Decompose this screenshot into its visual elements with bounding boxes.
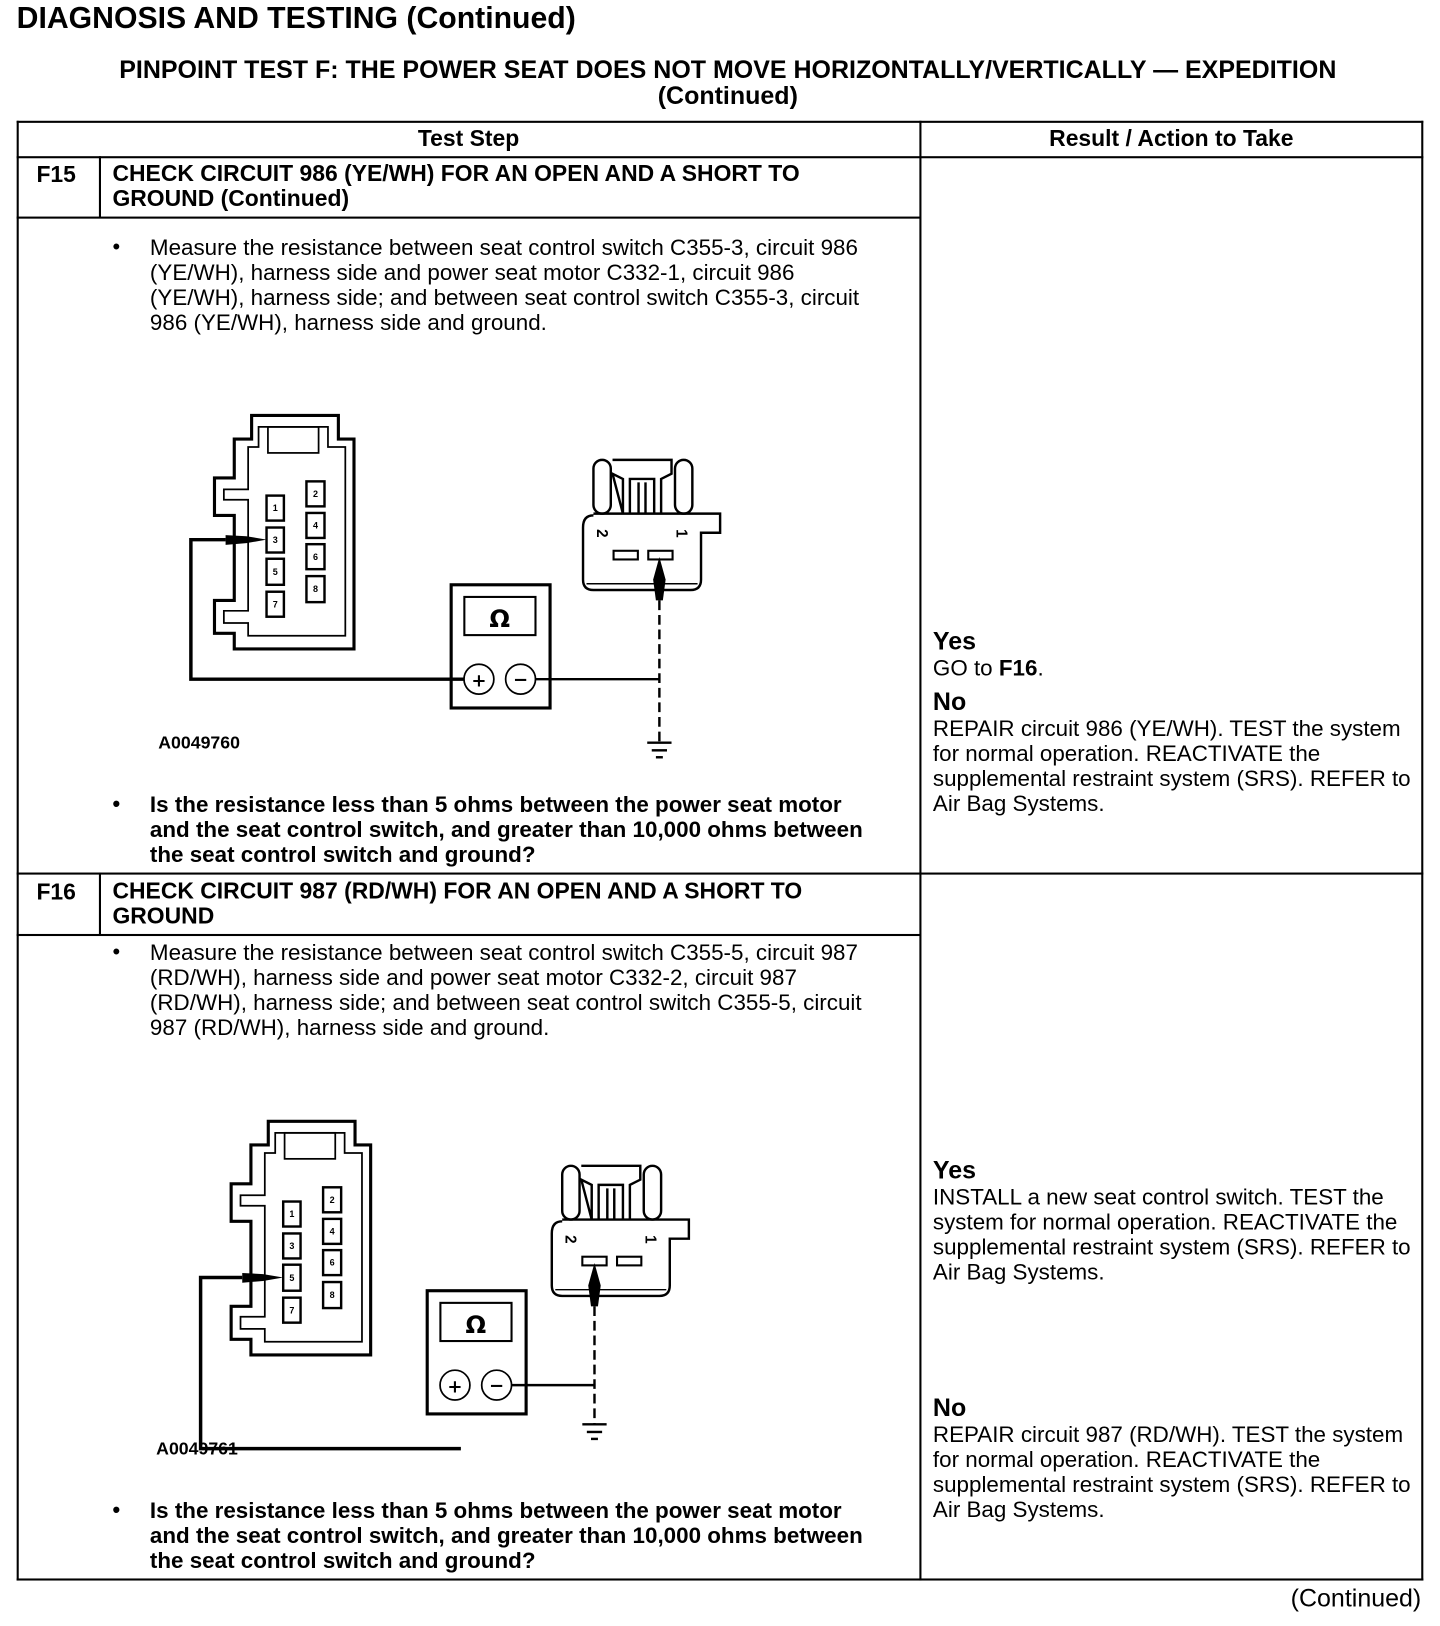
step-id-f15: F15 [36,161,76,188]
diagram-f16 [201,1121,689,1448]
probe-icon [226,535,267,545]
figure-id-f15: A0049760 [158,733,240,753]
ohmmeter [451,585,550,708]
no-label: No [932,1394,967,1423]
bullet: • [112,235,121,260]
no-action: REPAIR circuit 986 (YE/WH). TEST the system for normal operation. REACTIVATE the supplemental restraint system (SRS). REFER to Air Bag Systems. [932,716,1411,817]
bullet: • [112,940,121,965]
motor-pin-label: 2 [561,1235,579,1244]
pin-label: 7 [272,599,278,610]
goto-f16-link[interactable]: F16 [998,655,1038,681]
probe-icon [588,1263,600,1306]
step-instruction-f15: Measure the resistance between seat control switch C355-3, circuit 986 (YE/WH), harness side and power seat motor C332-1, circuit 986 (YE/WH), harness side; and between seat control switch C355-3, circuit 986 (YE/WH), harness side and ground. [149,235,860,336]
ohm-symbol: Ω [465,1310,487,1340]
pin-label: 8 [329,1290,335,1301]
step-id-f16: F16 [36,878,76,905]
yes-action-suffix: . [1037,655,1044,681]
yes-label: Yes [932,627,977,656]
pin-label: 3 [289,1241,295,1252]
minus-terminal: − [513,669,529,691]
pin-label: 5 [272,567,278,578]
yes-action: INSTALL a new seat control switch. TEST the system for normal operation. REACTIVATE the supplemental restraint system (SRS). REFER to Air Bag Systems. [932,1184,1411,1285]
pin-label: 3 [272,535,278,546]
test-lead-positive [201,1278,461,1449]
pin-label: 1 [272,503,278,514]
plus-terminal: + [471,670,487,692]
motor-pin-label: 2 [592,529,610,538]
step-title-f16: CHECK CIRCUIT 987 (RD/WH) FOR AN OPEN AND A SHORT TO GROUND [112,877,803,929]
page-title: DIAGNOSIS AND TESTING (Continued) [16,2,576,36]
no-action: REPAIR circuit 987 (RD/WH). TEST the system for normal operation. REACTIVATE the supplemental restraint system (SRS). REFER to Air Bag Systems. [932,1422,1411,1523]
probe-icon [242,1273,283,1283]
yes-action: GO to [932,655,999,681]
pin-label: 8 [312,584,318,595]
step-question-f16: Is the resistance less than 5 ohms between the power seat motor and the seat control switch, and greater than 10,000 ohms between the seat control switch and ground? [149,1498,863,1574]
pin-label: 5 [289,1273,295,1284]
diagram-f15 [191,415,720,757]
column-header-result: Result / Action to Take [1049,124,1294,151]
step-instruction-f16: Measure the resistance between seat control switch C355-5, circuit 987 (RD/WH), harness side and power seat motor C332-2, circuit 987 (RD/WH), harness side; and between seat control switch C355-5, circuit 987 (RD/WH), harness side and ground. [149,940,862,1041]
step-title-f15: CHECK CIRCUIT 986 (YE/WH) FOR AN OPEN AND A SHORT TO GROUND (Continued) [112,160,800,212]
ohm-symbol: Ω [489,604,511,634]
motor-pin-label: 1 [672,529,690,538]
no-label: No [932,688,967,717]
pin-label: 2 [312,488,318,499]
minus-terminal: − [489,1375,505,1397]
test-lead-positive [191,540,464,680]
continued-footer: (Continued) [1290,1584,1422,1613]
pin-label: 2 [329,1194,335,1205]
bullet: • [112,792,121,817]
pin-label: 6 [312,551,318,562]
pin-label: 7 [289,1305,295,1316]
seat-switch-connector-c355 [214,415,354,649]
motor-pin-label: 1 [641,1235,659,1244]
seat-switch-connector-c355 [231,1121,371,1355]
ground-icon [582,1424,606,1439]
plus-terminal: + [447,1376,463,1398]
pin-label: 6 [329,1257,335,1268]
ohmmeter [427,1291,526,1414]
pin-label: 1 [289,1209,295,1220]
column-header-test-step: Test Step [417,124,520,151]
pin-label: 4 [312,520,318,531]
power-seat-motor-connector-c332 [583,460,720,590]
step-question-f15: Is the resistance less than 5 ohms between the power seat motor and the seat control switch, and greater than 10,000 ohms between the seat control switch and ground? [149,792,863,868]
yes-label: Yes [932,1156,977,1185]
ground-icon [647,743,671,758]
probe-icon [653,557,665,600]
subtitle-line-1: PINPOINT TEST F: THE POWER SEAT DOES NOT MOVE HORIZONTALLY/VERTICALLY — EXPEDITION [119,56,1337,85]
power-seat-motor-connector-c332 [552,1166,689,1296]
bullet: • [112,1498,121,1523]
subtitle-line-2: (Continued) [657,82,798,111]
figure-id-f16: A0049761 [156,1438,238,1459]
pin-label: 4 [329,1226,335,1237]
